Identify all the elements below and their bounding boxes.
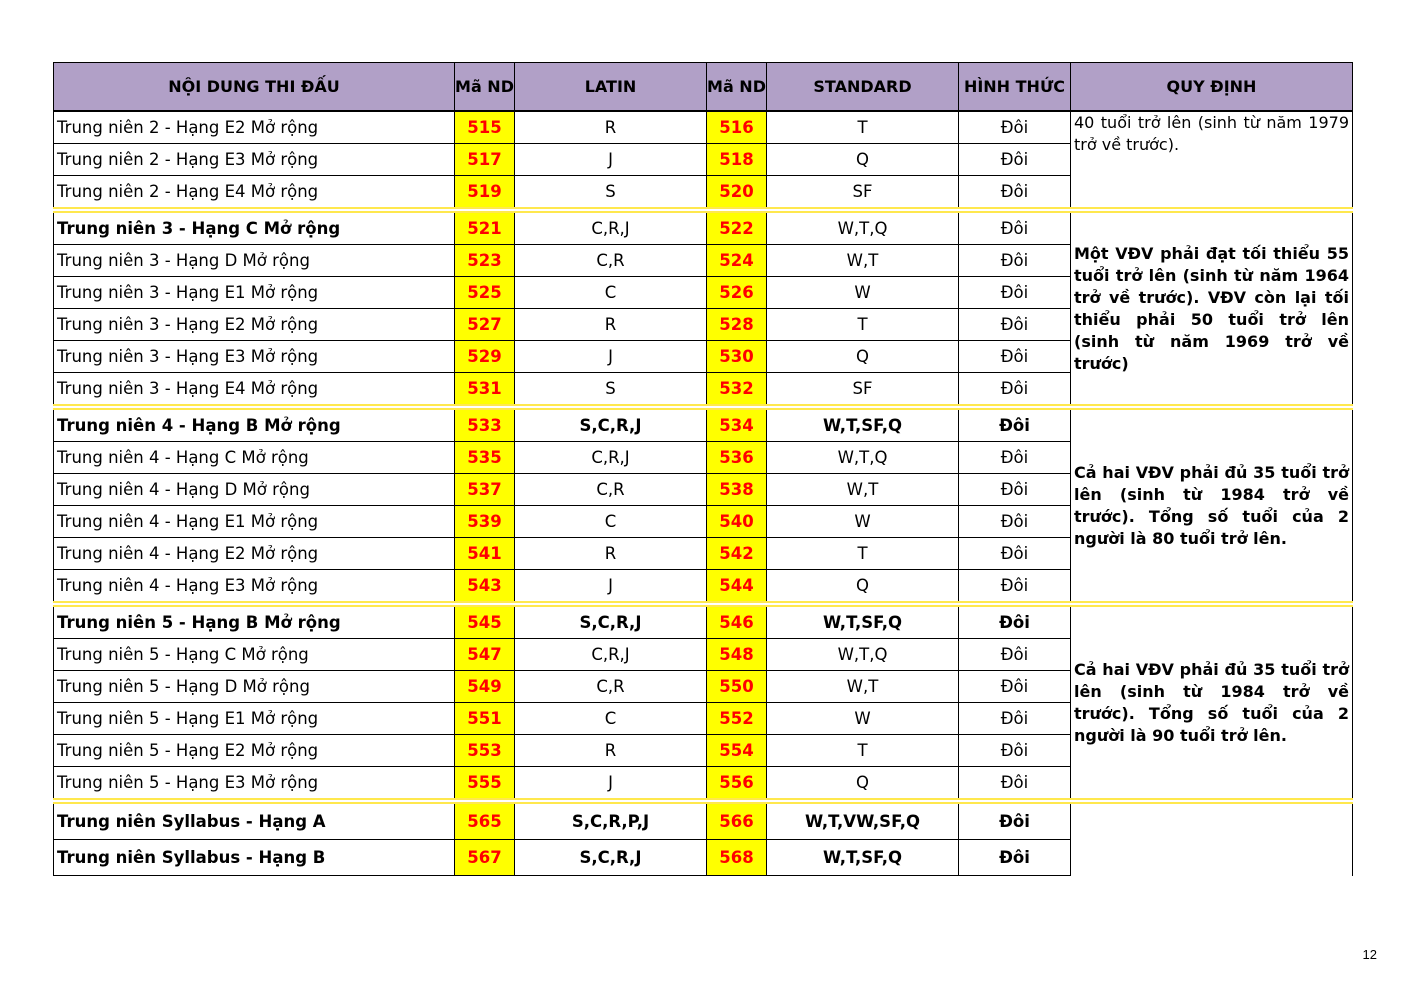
row-content: Trung niên 4 - Hạng B Mở rộng: [54, 407, 455, 442]
row-standard: Q: [767, 767, 959, 802]
row-form: Đôi: [959, 570, 1071, 605]
row-content: Trung niên 4 - Hạng C Mở rộng: [54, 442, 455, 474]
table-row: [54, 407, 1353, 442]
row-standard: SF: [767, 176, 959, 211]
header-standard: STANDARD: [767, 63, 959, 112]
row-content: Trung niên 3 - Hạng E4 Mở rộng: [54, 373, 455, 408]
row-latin: C: [515, 506, 707, 538]
row-form: Đôi: [959, 176, 1071, 211]
row-code-latin: 553: [455, 735, 515, 767]
row-latin: J: [515, 767, 707, 802]
row-latin: J: [515, 341, 707, 373]
row-latin: R: [515, 111, 707, 144]
row-content: Trung niên 3 - Hạng E1 Mở rộng: [54, 277, 455, 309]
row-latin: C,R,J: [515, 442, 707, 474]
row-code-latin: 535: [455, 442, 515, 474]
row-code-standard: 518: [707, 144, 767, 176]
row-code-latin: 539: [455, 506, 515, 538]
rule-cell-group-2: 40 tuổi trở lên (sinh từ năm 1979 trở về trước).: [1071, 111, 1353, 210]
row-latin: R: [515, 538, 707, 570]
row-form: Đôi: [959, 373, 1071, 408]
row-latin: S: [515, 176, 707, 211]
row-standard: W,T,SF,Q: [767, 604, 959, 639]
row-standard: T: [767, 735, 959, 767]
row-code-standard: 526: [707, 277, 767, 309]
row-content: Trung niên 5 - Hạng E3 Mở rộng: [54, 767, 455, 802]
row-code-standard: 532: [707, 373, 767, 408]
row-latin: S,C,R,J: [515, 407, 707, 442]
row-form: Đôi: [959, 341, 1071, 373]
header-rule: QUY ĐỊNH: [1071, 63, 1353, 112]
header-code-standard: Mã ND: [707, 63, 767, 112]
row-content: Trung niên 4 - Hạng E3 Mở rộng: [54, 570, 455, 605]
row-standard: W,T: [767, 245, 959, 277]
row-form: Đôi: [959, 407, 1071, 442]
header-content: NỘI DUNG THI ĐẤU: [54, 63, 455, 112]
row-standard: T: [767, 309, 959, 341]
row-latin: S,C,R,P,J: [515, 801, 707, 840]
row-code-latin: 545: [455, 604, 515, 639]
row-standard: W: [767, 506, 959, 538]
row-code-standard: 546: [707, 604, 767, 639]
row-code-standard: 524: [707, 245, 767, 277]
row-standard: W,T,SF,Q: [767, 407, 959, 442]
row-content: Trung niên 2 - Hạng E4 Mở rộng: [54, 176, 455, 211]
row-form: Đôi: [959, 767, 1071, 802]
rule-cell-group-4: Cả hai VĐV phải đủ 35 tuổi trở lên (sinh từ 1984 trở về trước). Tổng số tuổi của 2 người là 80 tuổi trở lên.: [1071, 407, 1353, 604]
row-code-standard: 534: [707, 407, 767, 442]
row-code-standard: 548: [707, 639, 767, 671]
row-code-latin: 555: [455, 767, 515, 802]
row-form: Đôi: [959, 474, 1071, 506]
row-code-standard: 550: [707, 671, 767, 703]
row-standard: W,T: [767, 474, 959, 506]
row-code-latin: 515: [455, 111, 515, 144]
row-form: Đôi: [959, 639, 1071, 671]
row-code-latin: 527: [455, 309, 515, 341]
row-content: Trung niên 5 - Hạng B Mở rộng: [54, 604, 455, 639]
row-code-latin: 547: [455, 639, 515, 671]
row-latin: C,R: [515, 245, 707, 277]
row-form: Đôi: [959, 538, 1071, 570]
row-content: Trung niên 3 - Hạng D Mở rộng: [54, 245, 455, 277]
row-content: Trung niên Syllabus - Hạng A: [54, 801, 455, 840]
row-content: Trung niên 5 - Hạng D Mở rộng: [54, 671, 455, 703]
row-form: Đôi: [959, 309, 1071, 341]
row-standard: W: [767, 277, 959, 309]
row-standard: Q: [767, 570, 959, 605]
row-code-standard: 554: [707, 735, 767, 767]
row-content: Trung niên 5 - Hạng E2 Mở rộng: [54, 735, 455, 767]
row-code-standard: 520: [707, 176, 767, 211]
row-code-standard: 542: [707, 538, 767, 570]
row-standard: W,T,Q: [767, 639, 959, 671]
row-content: Trung niên 4 - Hạng D Mở rộng: [54, 474, 455, 506]
row-form: Đôi: [959, 111, 1071, 144]
row-form: Đôi: [959, 671, 1071, 703]
row-code-latin: 529: [455, 341, 515, 373]
row-form: Đôi: [959, 735, 1071, 767]
row-latin: S,C,R,J: [515, 840, 707, 876]
row-standard: Q: [767, 341, 959, 373]
row-content: Trung niên 3 - Hạng E2 Mở rộng: [54, 309, 455, 341]
row-code-standard: 516: [707, 111, 767, 144]
row-content: Trung niên 4 - Hạng E2 Mở rộng: [54, 538, 455, 570]
row-latin: S,C,R,J: [515, 604, 707, 639]
page-number: 12: [1362, 947, 1377, 962]
table-row: [54, 604, 1353, 639]
row-content: Trung niên 5 - Hạng C Mở rộng: [54, 639, 455, 671]
header-latin: LATIN: [515, 63, 707, 112]
row-standard: W,T: [767, 671, 959, 703]
row-content: Trung niên 2 - Hạng E2 Mở rộng: [54, 111, 455, 144]
row-standard: SF: [767, 373, 959, 408]
row-code-standard: 536: [707, 442, 767, 474]
row-code-latin: 523: [455, 245, 515, 277]
row-code-standard: 552: [707, 703, 767, 735]
row-content: Trung niên Syllabus - Hạng B: [54, 840, 455, 876]
row-form: Đôi: [959, 801, 1071, 840]
row-latin: S: [515, 373, 707, 408]
row-code-latin: 541: [455, 538, 515, 570]
row-code-latin: 533: [455, 407, 515, 442]
row-latin: R: [515, 309, 707, 341]
row-code-latin: 543: [455, 570, 515, 605]
row-code-standard: 522: [707, 210, 767, 245]
row-form: Đôi: [959, 506, 1071, 538]
row-code-standard: 568: [707, 840, 767, 876]
row-code-latin: 521: [455, 210, 515, 245]
row-latin: C,R: [515, 671, 707, 703]
row-standard: Q: [767, 144, 959, 176]
row-standard: W,T,Q: [767, 442, 959, 474]
row-latin: J: [515, 144, 707, 176]
row-code-standard: 556: [707, 767, 767, 802]
rule-cell-syllabus: [1071, 801, 1353, 876]
row-form: Đôi: [959, 442, 1071, 474]
header-code-latin: Mã ND: [455, 63, 515, 112]
row-content: Trung niên 2 - Hạng E3 Mở rộng: [54, 144, 455, 176]
row-form: Đôi: [959, 703, 1071, 735]
row-content: Trung niên 3 - Hạng E3 Mở rộng: [54, 341, 455, 373]
row-code-latin: 565: [455, 801, 515, 840]
table-row: [54, 111, 1353, 144]
row-content: Trung niên 4 - Hạng E1 Mở rộng: [54, 506, 455, 538]
row-latin: C: [515, 703, 707, 735]
row-code-standard: 528: [707, 309, 767, 341]
header-form: HÌNH THỨC: [959, 63, 1071, 112]
row-standard: W,T,VW,SF,Q: [767, 801, 959, 840]
row-standard: T: [767, 538, 959, 570]
row-code-latin: 531: [455, 373, 515, 408]
row-standard: W: [767, 703, 959, 735]
row-code-latin: 537: [455, 474, 515, 506]
row-code-standard: 540: [707, 506, 767, 538]
row-form: Đôi: [959, 210, 1071, 245]
row-code-latin: 567: [455, 840, 515, 876]
row-latin: J: [515, 570, 707, 605]
row-content: Trung niên 3 - Hạng C Mở rộng: [54, 210, 455, 245]
row-latin: C,R,J: [515, 639, 707, 671]
row-form: Đôi: [959, 245, 1071, 277]
row-form: Đôi: [959, 144, 1071, 176]
row-code-standard: 544: [707, 570, 767, 605]
rule-cell-group-3: Một VĐV phải đạt tối thiểu 55 tuổi trở lên (sinh từ năm 1964 trở về trước). VĐV còn lại tối thiểu phải 50 tuổi trở lên (sinh từ năm 1969 trở về trước): [1071, 210, 1353, 407]
row-latin: C,R: [515, 474, 707, 506]
row-latin: C: [515, 277, 707, 309]
competition-table: [53, 62, 1353, 876]
row-code-standard: 538: [707, 474, 767, 506]
row-code-latin: 551: [455, 703, 515, 735]
row-code-latin: 517: [455, 144, 515, 176]
row-code-standard: 566: [707, 801, 767, 840]
row-form: Đôi: [959, 840, 1071, 876]
row-code-latin: 519: [455, 176, 515, 211]
row-content: Trung niên 5 - Hạng E1 Mở rộng: [54, 703, 455, 735]
table-row: [54, 801, 1353, 840]
row-latin: C,R,J: [515, 210, 707, 245]
table-row: [54, 210, 1353, 245]
row-form: Đôi: [959, 277, 1071, 309]
row-latin: R: [515, 735, 707, 767]
row-code-latin: 549: [455, 671, 515, 703]
row-form: Đôi: [959, 604, 1071, 639]
row-code-latin: 525: [455, 277, 515, 309]
row-standard: W,T,Q: [767, 210, 959, 245]
row-standard: T: [767, 111, 959, 144]
table-header-row: [54, 63, 1353, 112]
rule-cell-group-5: Cả hai VĐV phải đủ 35 tuổi trở lên (sinh từ 1984 trở về trước). Tổng số tuổi của 2 người là 90 tuổi trở lên.: [1071, 604, 1353, 801]
row-code-standard: 530: [707, 341, 767, 373]
row-standard: W,T,SF,Q: [767, 840, 959, 876]
